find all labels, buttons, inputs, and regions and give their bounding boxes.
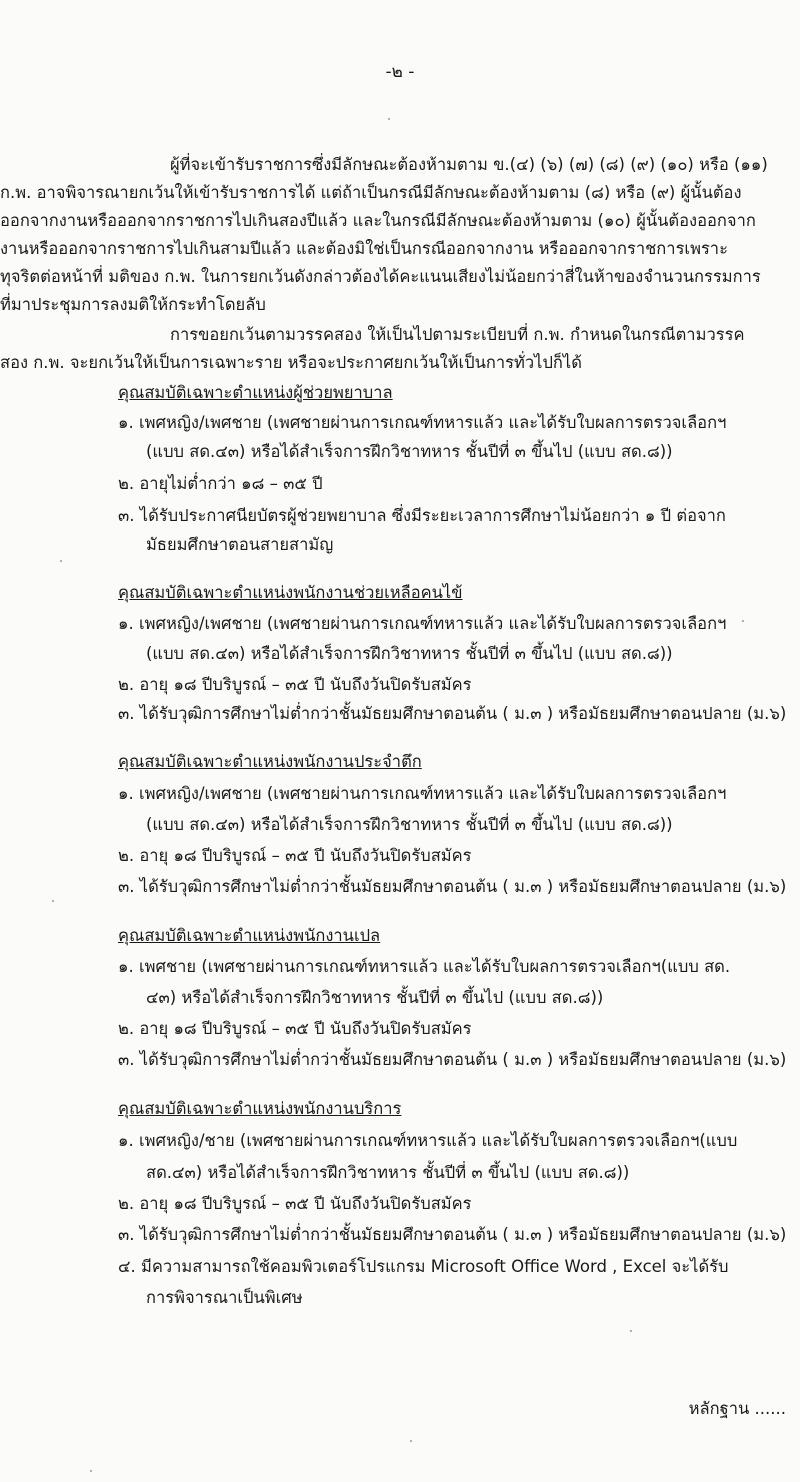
intro-p1-line: ออกจากงานหรือออกจากราชการไปเกินสองปีแล้ว และในกรณีมีลักษณะต้องห้ามตาม (๑๐) ผู้นั้นต้องออกจาก: [0, 211, 756, 230]
intro-p2-line: สอง ก.พ. จะยกเว้นให้เป็นการเฉพาะราย หรือจะประกาศยกเว้นให้เป็นการทั่วไปก็ได้: [0, 353, 582, 372]
section-line: การพิจารณาเป็นพิเศษ: [146, 1288, 303, 1307]
section-line: สด.๔๓) หรือได้สำเร็จการฝึกวิชาทหาร ชั้นปีที่ ๓ ขึ้นไป (แบบ สด.๘)): [146, 1163, 630, 1182]
intro-p1-line: ก.พ. อาจพิจารณายกเว้นให้เข้ารับราชการได้ แต่ถ้าเป็นกรณีมีลักษณะต้องห้ามตาม (๘) หรือ (๙) ผู้นั้นต้อง: [0, 183, 742, 202]
section-line: ๓. ได้รับวุฒิการศึกษาไม่ต่ำกว่าชั้นมัธยมศึกษาตอนต้น ( ม.๓ ) หรือมัธยมศึกษาตอนปลาย (ม.๖): [118, 1225, 787, 1244]
intro-p1-line: ทุจริตต่อหน้าที่ มติของ ก.พ. ในการยกเว้นดังกล่าวต้องได้คะแนนเสียงไม่น้อยกว่าสี่ในห้าของจำนวนกรรมการ: [0, 267, 761, 286]
scan-speck: [90, 1470, 92, 1472]
section-heading: คุณสมบัติเฉพาะตำแหน่งพนักงานบริการ: [118, 1099, 402, 1118]
scan-speck: [60, 560, 62, 562]
section-line: (แบบ สด.๔๓) หรือได้สำเร็จการฝึกวิชาทหาร ชั้นปีที่ ๓ ขึ้นไป (แบบ สด.๘)): [146, 815, 673, 834]
section-line: ๒. อายุไม่ต่ำกว่า ๑๘ – ๓๕ ปี: [118, 474, 323, 493]
section-line: ๑. เพศหญิง/เพศชาย (เพศชายผ่านการเกณฑ์ทหารแล้ว และได้รับใบผลการตรวจเลือกฯ: [118, 614, 727, 633]
section-heading: คุณสมบัติเฉพาะตำแหน่งพนักงานช่วยเหลือคนไข้: [118, 583, 463, 602]
section-line: ๓. ได้รับประกาศนียบัตรผู้ช่วยพยาบาล ซึ่งมีระยะเวลาการศึกษาไม่น้อยกว่า ๑ ปี ต่อจาก: [118, 506, 726, 525]
section-line: (แบบ สด.๔๓) หรือได้สำเร็จการฝึกวิชาทหาร ชั้นปีที่ ๓ ขึ้นไป (แบบ สด.๘)): [146, 442, 673, 461]
section-line: ๑. เพศหญิง/เพศชาย (เพศชายผ่านการเกณฑ์ทหารแล้ว และได้รับใบผลการตรวจเลือกฯ: [118, 784, 727, 803]
section-line: ๑. เพศชาย (เพศชายผ่านการเกณฑ์ทหารแล้ว และได้รับใบผลการตรวจเลือกฯ(แบบ สด.: [118, 957, 731, 976]
section-heading: คุณสมบัติเฉพาะตำแหน่งพนักงานประจำตึก: [118, 752, 422, 771]
section-line: ๓. ได้รับวุฒิการศึกษาไม่ต่ำกว่าชั้นมัธยมศึกษาตอนต้น ( ม.๓ ) หรือมัธยมศึกษาตอนปลาย (ม.๖): [118, 1050, 787, 1069]
section-line: ๒. อายุ ๑๘ ปีบริบูรณ์ – ๓๕ ปี นับถึงวันปิดรับสมัคร: [118, 675, 472, 694]
section-line: ๔. มีความสามารถใช้คอมพิวเตอร์โปรแกรม Microsoft Office Word , Excel จะได้รับ: [118, 1257, 729, 1276]
section-line: (แบบ สด.๔๓) หรือได้สำเร็จการฝึกวิชาทหาร ชั้นปีที่ ๓ ขึ้นไป (แบบ สด.๘)): [146, 644, 673, 663]
scan-speck: [742, 620, 744, 622]
section-line: มัธยมศึกษาตอนสายสามัญ: [146, 535, 334, 554]
scan-speck: [410, 1440, 412, 1442]
intro-p2-line: การขอยกเว้นตามวรรคสอง ให้เป็นไปตามระเบียบที่ ก.พ. กำหนดในกรณีตามวรรค: [170, 325, 745, 344]
intro-p1-line: ที่มาประชุมการลงมติให้กระทำโดยลับ: [0, 295, 266, 314]
section-line: ๑. เพศหญิง/เพศชาย (เพศชายผ่านการเกณฑ์ทหารแล้ว และได้รับใบผลการตรวจเลือกฯ: [118, 413, 727, 432]
scan-speck: [388, 118, 390, 120]
section-line: ๑. เพศหญิง/ชาย (เพศชายผ่านการเกณฑ์ทหารแล้ว และได้รับใบผลการตรวจเลือกฯ(แบบ: [118, 1131, 738, 1150]
section-line: ๓. ได้รับวุฒิการศึกษาไม่ต่ำกว่าชั้นมัธยมศึกษาตอนต้น ( ม.๓ ) หรือมัธยมศึกษาตอนปลาย (ม.๖): [118, 877, 787, 896]
section-line: ๔๓) หรือได้สำเร็จการฝึกวิชาทหาร ชั้นปีที่ ๓ ขึ้นไป (แบบ สด.๘)): [146, 988, 604, 1007]
section-line: ๒. อายุ ๑๘ ปีบริบูรณ์ – ๓๕ ปี นับถึงวันปิดรับสมัคร: [118, 1019, 472, 1038]
intro-p1-line: งานหรือออกจากราชการไปเกินสามปีแล้ว และต้องมิใช่เป็นกรณีออกจากงาน หรือออกจากราชการเพราะ: [0, 239, 728, 258]
section-heading: คุณสมบัติเฉพาะตำแหน่งพนักงานเปล: [118, 926, 381, 945]
section-line: ๓. ได้รับวุฒิการศึกษาไม่ต่ำกว่าชั้นมัธยมศึกษาตอนต้น ( ม.๓ ) หรือมัธยมศึกษาตอนปลาย (ม.๖): [118, 704, 787, 723]
scan-speck: [630, 1330, 632, 1332]
section-line: ๒. อายุ ๑๘ ปีบริบูรณ์ – ๓๕ ปี นับถึงวันปิดรับสมัคร: [118, 1194, 472, 1213]
section-line: ๒. อายุ ๑๘ ปีบริบูรณ์ – ๓๕ ปี นับถึงวันปิดรับสมัคร: [118, 846, 472, 865]
page-number: -๒ -: [385, 62, 415, 82]
continuation-note: หลักฐาน ......: [688, 1399, 786, 1418]
scan-speck: [52, 900, 54, 902]
section-heading: คุณสมบัติเฉพาะตำแหน่งผู้ช่วยพยาบาล: [118, 383, 393, 402]
intro-p1-line: ผู้ที่จะเข้ารับราชการซึ่งมีลักษณะต้องห้ามตาม ข.(๔) (๖) (๗) (๘) (๙) (๑๐) หรือ (๑๑): [170, 155, 768, 174]
